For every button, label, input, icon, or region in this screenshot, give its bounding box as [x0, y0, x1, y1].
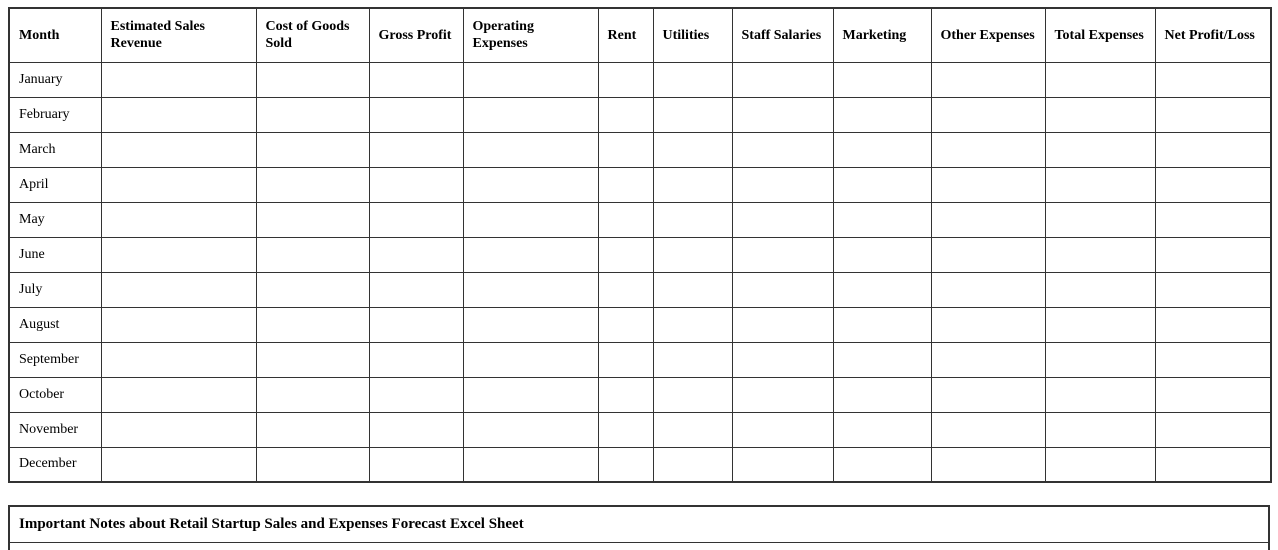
empty-data-cell	[598, 167, 653, 202]
empty-data-cell	[463, 447, 598, 482]
empty-data-cell	[598, 62, 653, 97]
empty-data-cell	[931, 62, 1045, 97]
empty-data-cell	[1155, 307, 1271, 342]
empty-data-cell	[256, 342, 369, 377]
empty-data-cell	[1155, 132, 1271, 167]
empty-data-cell	[369, 62, 463, 97]
notes-title: Important Notes about Retail Startup Sales and Expenses Forecast Excel Sheet	[9, 506, 1269, 542]
empty-data-cell	[598, 202, 653, 237]
forecast-row	[9, 272, 1271, 307]
forecast-row	[9, 97, 1271, 132]
empty-data-cell	[931, 377, 1045, 412]
empty-data-cell	[369, 447, 463, 482]
empty-data-cell	[653, 447, 732, 482]
forecast-header-cell: Other Expenses	[931, 8, 1045, 62]
empty-data-cell	[833, 377, 931, 412]
empty-data-cell	[598, 342, 653, 377]
empty-data-cell	[653, 132, 732, 167]
empty-data-cell	[931, 167, 1045, 202]
empty-data-cell	[598, 447, 653, 482]
empty-data-cell	[1155, 167, 1271, 202]
forecast-header-cell: Estimated Sales Revenue	[101, 8, 256, 62]
empty-data-cell	[732, 272, 833, 307]
empty-data-cell	[463, 272, 598, 307]
empty-data-cell	[369, 272, 463, 307]
empty-data-cell	[732, 202, 833, 237]
empty-data-cell	[463, 132, 598, 167]
empty-data-cell	[732, 132, 833, 167]
empty-data-cell	[256, 62, 369, 97]
empty-data-cell	[653, 167, 732, 202]
empty-data-cell	[653, 412, 732, 447]
empty-data-cell	[256, 447, 369, 482]
forecast-header-cell: Gross Profit	[369, 8, 463, 62]
empty-data-cell	[732, 167, 833, 202]
empty-data-cell	[256, 132, 369, 167]
empty-data-cell	[653, 377, 732, 412]
forecast-header-row	[9, 8, 1271, 62]
empty-data-cell	[598, 307, 653, 342]
empty-data-cell	[256, 237, 369, 272]
forecast-row	[9, 412, 1271, 447]
empty-data-cell	[732, 342, 833, 377]
empty-data-cell	[732, 97, 833, 132]
empty-data-cell	[833, 237, 931, 272]
forecast-header-cell: Marketing	[833, 8, 931, 62]
empty-data-cell	[1155, 377, 1271, 412]
empty-data-cell	[1045, 377, 1155, 412]
empty-data-cell	[463, 237, 598, 272]
empty-data-cell	[1045, 237, 1155, 272]
empty-data-cell	[101, 412, 256, 447]
forecast-header-cell: Rent	[598, 8, 653, 62]
empty-data-cell	[101, 237, 256, 272]
empty-data-cell	[463, 342, 598, 377]
forecast-header-cell: Cost of Goods Sold	[256, 8, 369, 62]
month-cell: July	[9, 272, 101, 307]
month-cell: March	[9, 132, 101, 167]
empty-data-cell	[732, 237, 833, 272]
empty-data-cell	[369, 377, 463, 412]
empty-data-cell	[931, 272, 1045, 307]
empty-data-cell	[598, 272, 653, 307]
forecast-row	[9, 307, 1271, 342]
notes-empty-cell	[9, 542, 1269, 550]
empty-data-cell	[463, 202, 598, 237]
empty-data-cell	[1045, 412, 1155, 447]
empty-data-cell	[101, 202, 256, 237]
empty-data-cell	[1045, 62, 1155, 97]
empty-data-cell	[931, 307, 1045, 342]
empty-data-cell	[653, 97, 732, 132]
empty-data-cell	[101, 377, 256, 412]
notes-title-row	[9, 506, 1269, 542]
empty-data-cell	[101, 447, 256, 482]
empty-data-cell	[833, 412, 931, 447]
empty-data-cell	[1155, 412, 1271, 447]
empty-data-cell	[1155, 447, 1271, 482]
empty-data-cell	[463, 62, 598, 97]
empty-data-cell	[369, 132, 463, 167]
empty-data-cell	[833, 272, 931, 307]
notes-empty-row	[9, 542, 1269, 550]
forecast-row	[9, 377, 1271, 412]
empty-data-cell	[931, 412, 1045, 447]
empty-data-cell	[463, 167, 598, 202]
empty-data-cell	[598, 412, 653, 447]
empty-data-cell	[1045, 202, 1155, 237]
forecast-row	[9, 237, 1271, 272]
forecast-header-cell: Month	[9, 8, 101, 62]
empty-data-cell	[101, 342, 256, 377]
forecast-header-cell: Operating Expenses	[463, 8, 598, 62]
empty-data-cell	[369, 307, 463, 342]
empty-data-cell	[369, 342, 463, 377]
empty-data-cell	[931, 237, 1045, 272]
empty-data-cell	[1155, 272, 1271, 307]
empty-data-cell	[1045, 342, 1155, 377]
empty-data-cell	[1045, 272, 1155, 307]
empty-data-cell	[1155, 62, 1271, 97]
forecast-header-cell: Utilities	[653, 8, 732, 62]
forecast-row	[9, 342, 1271, 377]
empty-data-cell	[653, 202, 732, 237]
empty-data-cell	[732, 412, 833, 447]
forecast-header-cell: Staff Salaries	[732, 8, 833, 62]
empty-data-cell	[653, 342, 732, 377]
empty-data-cell	[931, 447, 1045, 482]
forecast-row	[9, 132, 1271, 167]
empty-data-cell	[833, 62, 931, 97]
forecast-header-cell: Net Profit/Loss	[1155, 8, 1271, 62]
empty-data-cell	[833, 167, 931, 202]
empty-data-cell	[1045, 132, 1155, 167]
month-cell: August	[9, 307, 101, 342]
month-cell: October	[9, 377, 101, 412]
empty-data-cell	[732, 447, 833, 482]
empty-data-cell	[1045, 307, 1155, 342]
empty-data-cell	[256, 377, 369, 412]
empty-data-cell	[256, 97, 369, 132]
notes-table	[8, 505, 1270, 550]
empty-data-cell	[833, 97, 931, 132]
empty-data-cell	[1155, 97, 1271, 132]
month-cell: January	[9, 62, 101, 97]
month-cell: June	[9, 237, 101, 272]
empty-data-cell	[732, 62, 833, 97]
empty-data-cell	[931, 202, 1045, 237]
empty-data-cell	[1155, 342, 1271, 377]
forecast-row	[9, 167, 1271, 202]
empty-data-cell	[369, 97, 463, 132]
empty-data-cell	[101, 307, 256, 342]
empty-data-cell	[256, 307, 369, 342]
empty-data-cell	[369, 202, 463, 237]
month-cell: September	[9, 342, 101, 377]
empty-data-cell	[598, 97, 653, 132]
empty-data-cell	[931, 132, 1045, 167]
empty-data-cell	[833, 132, 931, 167]
empty-data-cell	[833, 307, 931, 342]
empty-data-cell	[598, 237, 653, 272]
month-cell: December	[9, 447, 101, 482]
empty-data-cell	[1045, 447, 1155, 482]
empty-data-cell	[101, 132, 256, 167]
empty-data-cell	[1155, 237, 1271, 272]
empty-data-cell	[598, 132, 653, 167]
forecast-table	[8, 7, 1272, 483]
empty-data-cell	[463, 97, 598, 132]
forecast-row	[9, 447, 1271, 482]
empty-data-cell	[256, 412, 369, 447]
empty-data-cell	[653, 237, 732, 272]
empty-data-cell	[369, 167, 463, 202]
empty-data-cell	[931, 342, 1045, 377]
empty-data-cell	[833, 447, 931, 482]
empty-data-cell	[101, 272, 256, 307]
empty-data-cell	[653, 62, 732, 97]
month-cell: February	[9, 97, 101, 132]
month-cell: November	[9, 412, 101, 447]
empty-data-cell	[653, 307, 732, 342]
empty-data-cell	[931, 97, 1045, 132]
empty-data-cell	[1045, 167, 1155, 202]
empty-data-cell	[256, 272, 369, 307]
empty-data-cell	[833, 342, 931, 377]
empty-data-cell	[369, 412, 463, 447]
empty-data-cell	[463, 412, 598, 447]
empty-data-cell	[256, 202, 369, 237]
empty-data-cell	[1155, 202, 1271, 237]
empty-data-cell	[732, 307, 833, 342]
empty-data-cell	[1045, 97, 1155, 132]
forecast-header-cell: Total Expenses	[1045, 8, 1155, 62]
month-cell: April	[9, 167, 101, 202]
empty-data-cell	[732, 377, 833, 412]
empty-data-cell	[256, 167, 369, 202]
forecast-row	[9, 202, 1271, 237]
forecast-row	[9, 62, 1271, 97]
month-cell: May	[9, 202, 101, 237]
empty-data-cell	[369, 237, 463, 272]
empty-data-cell	[101, 62, 256, 97]
empty-data-cell	[598, 377, 653, 412]
empty-data-cell	[653, 272, 732, 307]
empty-data-cell	[463, 377, 598, 412]
empty-data-cell	[463, 307, 598, 342]
empty-data-cell	[101, 167, 256, 202]
empty-data-cell	[101, 97, 256, 132]
empty-data-cell	[833, 202, 931, 237]
